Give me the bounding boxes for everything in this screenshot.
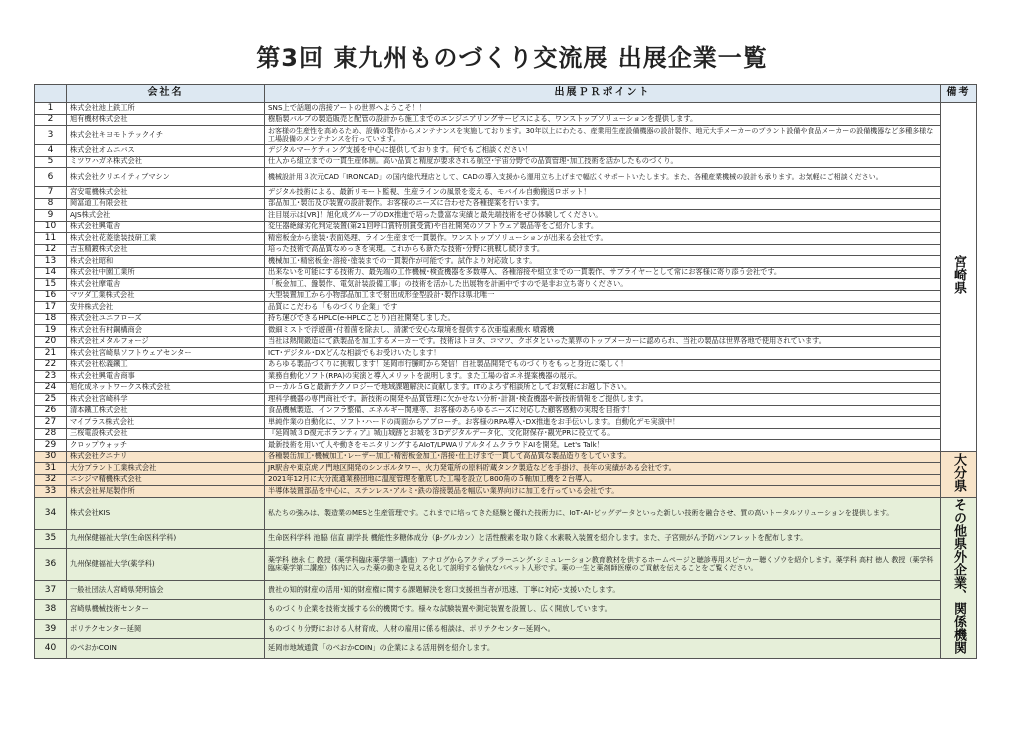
pr-point: 食品機械製造、インフラ整備、エネルギー関連等、お客様のあらゆるニーズに対応した顧客感動の実現を目指す！: [265, 405, 941, 417]
pr-point: ものづくり分野における人材育成、人材の雇用に係る相談は、ポリテクセンター延岡へ。: [265, 619, 941, 638]
row-number: 21: [35, 348, 67, 360]
company-name: 株式会社興電舎: [67, 221, 265, 233]
row-number: 3: [35, 126, 67, 145]
table-header-row: [35, 85, 977, 103]
table-row: [35, 325, 977, 337]
pr-point: 最新技術を用いて人や動きをモニタリングするAIoT/LPWAリアルタイムクラウドAIを開発。Let's Talk！: [265, 440, 941, 452]
pr-point: 半導体装置部品を中心に、ステンレス･アルミ･鉄の溶接製品を幅広い業界向けに加工を行っている会社です。: [265, 486, 941, 498]
table-row: [35, 168, 977, 187]
region-oita: [941, 451, 977, 497]
company-name: 三桜電設株式会社: [67, 428, 265, 440]
company-name: 清本鐵工株式会社: [67, 405, 265, 417]
pr-point: 理科学機器の専門商社です。新技術の開発や品質管理に欠かせない分析･計測･検査機器や新技術情報をご提供します。: [265, 394, 941, 406]
table-row: [35, 198, 977, 210]
pr-point: 大型装置加工から小物部品加工まで射出成形金型設計･製作は県北唯一: [265, 290, 941, 302]
pr-point: 単純作業の自動化に、ソフト･ハードの両面からアプローチ。お客様のRPA導入･DX推進をお手伝いします。自動化デモ実演中！: [265, 417, 941, 429]
row-number: 26: [35, 405, 67, 417]
company-name: 旭有機材株式会社: [67, 114, 265, 126]
row-number: 5: [35, 156, 67, 168]
company-name: 株式会社有村鋼構商会: [67, 325, 265, 337]
pr-point: 2021年12月に大分流通業務団地に温度管理を徹底した工場を設立し800角の５軸加工機を２台導入。: [265, 474, 941, 486]
table-row: [35, 267, 977, 279]
company-name: 株式会社キヨモトテックイチ: [67, 126, 265, 145]
company-name: 株式会社クニナリ: [67, 451, 265, 463]
page-title: 第3回 東九州ものづくり交流展 出展企業一覧: [256, 44, 768, 72]
pr-point: 各種製缶加工･機械加工･レーザー加工･精密板金加工･溶接･仕上げまで一貫して高品質な製品造りをしています。: [265, 451, 941, 463]
row-number: 31: [35, 463, 67, 475]
company-name: 株式会社宮崎県ソフトウェアセンター: [67, 348, 265, 360]
company-name: ミツワハガネ株式会社: [67, 156, 265, 168]
company-name: 宮安電機株式会社: [67, 187, 265, 199]
table-row: [35, 156, 977, 168]
row-number: 12: [35, 244, 67, 256]
table-row: [35, 103, 977, 115]
pr-point: 延岡市地域通貨「のべおかCOIN」の企業による活用例を紹介します。: [265, 639, 941, 658]
pr-point: 業務自動化ソフト(RPA)の実演と導入メリットを説明します。また工場の省エネ提案機器の展示。: [265, 371, 941, 383]
pr-point: ローカル５Gと最新テクノロジーで地域課題解決に貢献します。ITのよろず相談所としてお気軽にお越し下さい。: [265, 382, 941, 394]
row-number: 7: [35, 187, 67, 199]
company-name: マツダ工業株式会社: [67, 290, 265, 302]
pr-point: 仕入から組立までの一貫生産体制。高い品質と精度が要求される航空･宇宙分野での品質管理･加工技術を活かしたものづくり。: [265, 156, 941, 168]
row-number: 8: [35, 198, 67, 210]
row-number: 19: [35, 325, 67, 337]
pr-point: デジタル技術による、最新リモート監視、生産ラインの風景を変える、モバイル自動搬送ロボット！: [265, 187, 941, 199]
table-row: [35, 405, 977, 417]
company-name: ポリテクセンター延岡: [67, 619, 265, 638]
row-number: 10: [35, 221, 67, 233]
row-number: 25: [35, 394, 67, 406]
pr-point: 品質にこだわる「ものづくり企業」です: [265, 302, 941, 314]
company-name: 株式会社KIS: [67, 497, 265, 529]
row-number: 13: [35, 256, 67, 268]
company-name: 株式会社興電舎商事: [67, 371, 265, 383]
company-name: クロップウォッチ: [67, 440, 265, 452]
pr-point: 精密板金から塗装･表面処理、ライン生産まで一貫製作。ワンストップソリューションが出来る会社です。: [265, 233, 941, 245]
table-row: [35, 348, 977, 360]
company-name: 株式会社オムニバス: [67, 145, 265, 157]
company-name: 株式会社宮崎科学: [67, 394, 265, 406]
row-number: 38: [35, 600, 67, 619]
company-name: 株式会社摩電舎: [67, 279, 265, 291]
row-number: 2: [35, 114, 67, 126]
region-other: [941, 497, 977, 658]
table-row: [35, 394, 977, 406]
table-row: [35, 474, 977, 486]
header-pr: 出展ＰＲポイント: [265, 85, 941, 103]
row-number: 20: [35, 336, 67, 348]
company-name: 宮崎県機械技術センター: [67, 600, 265, 619]
table-row: [35, 302, 977, 314]
pr-point: お客様の生産性を高めるため、設備の製作からメンテナンスを実施しております。30年以上にわたる、産業用生産設備機器の設計製作、地元大手メーカーのプラント設備や食品メーカーの設備機器など多種多様な工場設備のメンテナンスを行っています。: [265, 126, 941, 145]
company-name: 九州保健福祉大学(薬学科): [67, 548, 265, 580]
pr-point: 生命医科学科 池脇 信直 副学長 機能性多糖体成分（β-グルカン）と活性酸素を取り除く水素吸入装置を紹介します。また、子宮頸がん予防パンフレットを配布します。: [265, 529, 941, 548]
company-name: 株式会社花菱塗装技研工業: [67, 233, 265, 245]
header-note: 備考: [941, 85, 977, 103]
table-row: [35, 428, 977, 440]
row-number: 37: [35, 580, 67, 599]
company-name: 株式会社ユニフローズ: [67, 313, 265, 325]
company-name: 旭化成ネットワークス株式会社: [67, 382, 265, 394]
table-row: [35, 233, 977, 245]
pr-point: ものづくり企業を技術支援する公的機関です。様々な試験装置や測定装置を設置し、広く開放しています。: [265, 600, 941, 619]
table-row: [35, 114, 977, 126]
pr-point: デジタルマーケティング支援を中心に提供しております。何でもご相談ください！: [265, 145, 941, 157]
row-number: 11: [35, 233, 67, 245]
row-number: 36: [35, 548, 67, 580]
row-number: 4: [35, 145, 67, 157]
table-row: [35, 210, 977, 222]
pr-point: 培った技術で高品質なめっきを実現。これからも新たな技術･分野に挑戦し続けます。: [265, 244, 941, 256]
company-name: のべおかCOIN: [67, 639, 265, 658]
row-number: 40: [35, 639, 67, 658]
company-name: 九州保健福祉大学(生命医科学科): [67, 529, 265, 548]
row-number: 32: [35, 474, 67, 486]
header-company: 会社名: [67, 85, 265, 103]
table-row: [35, 580, 977, 599]
row-number: 14: [35, 267, 67, 279]
table-row: [35, 359, 977, 371]
row-number: 18: [35, 313, 67, 325]
company-name: 株式会社クリエイティブマシン: [67, 168, 265, 187]
pr-point: 樹脂製バルブの製造販売と配管の設計から施工までのエンジニアリングサービスによる、ワンストップソリューションを提供します。: [265, 114, 941, 126]
pr-point: 変圧器絶縁劣化判定装置(第21回呼口賞特別賞受賞)や自社開発のソフトウェア製品等をご紹介します。: [265, 221, 941, 233]
table-row: [35, 451, 977, 463]
company-name: ニシジマ精機株式会社: [67, 474, 265, 486]
table-row: [35, 486, 977, 498]
pr-point: 当社は熱間鍛造にて鉄製品を加工するメーカーです。技術はトヨタ、コマツ、クボタといった業界のトップメーカーに認められ、当社の製品は世界各地で使用されています。: [265, 336, 941, 348]
pr-point: 部品加工･製缶及び装置の設計製作。お客様のニーズに合わせた各種提案を行います。: [265, 198, 941, 210]
row-number: 17: [35, 302, 67, 314]
company-name: 株式会社中園工業所: [67, 267, 265, 279]
table-row: [35, 417, 977, 429]
row-number: 33: [35, 486, 67, 498]
row-number: 35: [35, 529, 67, 548]
row-number: 27: [35, 417, 67, 429]
row-number: 29: [35, 440, 67, 452]
region-label: 大分県: [951, 452, 966, 492]
table-body: [35, 103, 977, 659]
company-name: 安井株式会社: [67, 302, 265, 314]
table-row: [35, 313, 977, 325]
region-miyazaki: [941, 103, 977, 452]
pr-point: 出来ないを可能にする技術力、最先端の工作機械･検査機器を多数導入、各種溶接や組立までの一貫製作、サプライヤーとして常にお客様に寄り添う会社です。: [265, 267, 941, 279]
row-number: 30: [35, 451, 67, 463]
row-number: 1: [35, 103, 67, 115]
table-row: [35, 256, 977, 268]
row-number: 9: [35, 210, 67, 222]
pr-point: 微細ミストで浮遊菌･付着菌を除去し、清潔で安心な環境を提供する次亜塩素酸水 噴霧機: [265, 325, 941, 337]
row-number: 15: [35, 279, 67, 291]
table-row: [35, 529, 977, 548]
pr-point: 注目展示は[VR]！旭化成グループのDX推進で培った豊富な実績と最先端技術をぜひ体験してください。: [265, 210, 941, 222]
company-name: 株式会社メタルフォージ: [67, 336, 265, 348]
table-row: [35, 382, 977, 394]
table-row: [35, 145, 977, 157]
row-number: 23: [35, 371, 67, 383]
company-name: 株式会社松義鐵工: [67, 359, 265, 371]
pr-point: 機械設計用３次元CAD「IRONCAD」の国内総代理店として、CADの導入支援から運用立ち上げまで幅広くサポートいたします。また、各種産業機械の設計も承ります。お気軽にご相談ください。: [265, 168, 941, 187]
pr-point: 貴社の知的財産の活用･知的財産権に関する課題解決を窓口支援担当者が迅速、丁寧に対応･支援いたします。: [265, 580, 941, 599]
pr-point: 薬学科 徳永 仁 教授（薬学科臨床薬学第一講座）アナログからアクティブラーニング･シミュレーション教育教材を供するホームページと聴診専用スピーカー聴くゾウを紹介します。薬学科 高村 徳人 教授（薬学科臨床薬学第二講座）体内に入った薬の動きを見える化して説明する愉快なパペット人形です。薬の一生と薬剤師医療のご貢献を伝えることをご覧ください。: [265, 548, 941, 580]
table-row: [35, 290, 977, 302]
pr-point: SNS上で話題の溶接アートの世界へようこそ！！: [265, 103, 941, 115]
company-name: 一般社団法人宮崎県発明協会: [67, 580, 265, 599]
row-number: 24: [35, 382, 67, 394]
table-row: [35, 497, 977, 529]
row-number: 16: [35, 290, 67, 302]
pr-point: JR駅舎や東京虎ノ門地区開発のシンボルタワー、火力発電所の原料貯蔵タンク製造などを手掛け、長年の実績がある会社です。: [265, 463, 941, 475]
table-row: [35, 600, 977, 619]
table-row: [35, 639, 977, 658]
table-row: [35, 463, 977, 475]
pr-point: 『延岡城３D復元ボランティア』城山城跡とお城を３Dデジタルデータ化、文化財保存･観光PRに役立てる。: [265, 428, 941, 440]
pr-point: 私たちの強みは、製造業のMESと生産管理です。これまでに培ってきた経験と優れた技術力に、IoT･AI･ビッグデータといった新しい技術を融合させ、質の高いトータルソリューションを提供します。: [265, 497, 941, 529]
row-number: 39: [35, 619, 67, 638]
pr-point: 機械加工･精密板金･溶接･塗装までの一貫製作が可能です。試作より対応致します。: [265, 256, 941, 268]
table-row: [35, 279, 977, 291]
row-number: 28: [35, 428, 67, 440]
company-name: 岡冨道工有限会社: [67, 198, 265, 210]
table-row: [35, 187, 977, 199]
company-name: 大分プラント工業株式会社: [67, 463, 265, 475]
region-label: その他県外企業、関係機関: [951, 497, 966, 654]
company-name: AJS株式会社: [67, 210, 265, 222]
company-name: 株式会社昇尾製作所: [67, 486, 265, 498]
table-row: [35, 548, 977, 580]
table-row: [35, 244, 977, 256]
pr-point: 持ち運びできるHPLC(e-HPLCことり)自社開発しました。: [265, 313, 941, 325]
table-row: [35, 126, 977, 145]
region-label: 宮崎県: [951, 255, 966, 295]
table-row: [35, 336, 977, 348]
table-row: [35, 619, 977, 638]
company-name: 株式会社池上鉄工所: [67, 103, 265, 115]
row-number: 34: [35, 497, 67, 529]
company-name: 株式会社昭和: [67, 256, 265, 268]
company-name: 吉玉精鍍株式会社: [67, 244, 265, 256]
row-number: 6: [35, 168, 67, 187]
row-number: 22: [35, 359, 67, 371]
pr-point: あらゆる製品づくりに挑戦します！延岡市行縢町から発信！自社製品開発でものづくりをもっと身近に楽しく！: [265, 359, 941, 371]
pr-point: 「板金加工、盤製作、電気計装設備工事」の技術を活かした出展物を計画中ですので是非お立ち寄りください。: [265, 279, 941, 291]
table-row: [35, 221, 977, 233]
table-row: [35, 371, 977, 383]
pr-point: ICT･デジタル･DXどんな相談でもお受けいたします！: [265, 348, 941, 360]
company-name: マイプラス株式会社: [67, 417, 265, 429]
exhibitor-table: [34, 84, 977, 659]
header-number: [35, 85, 67, 103]
table-row: [35, 440, 977, 452]
